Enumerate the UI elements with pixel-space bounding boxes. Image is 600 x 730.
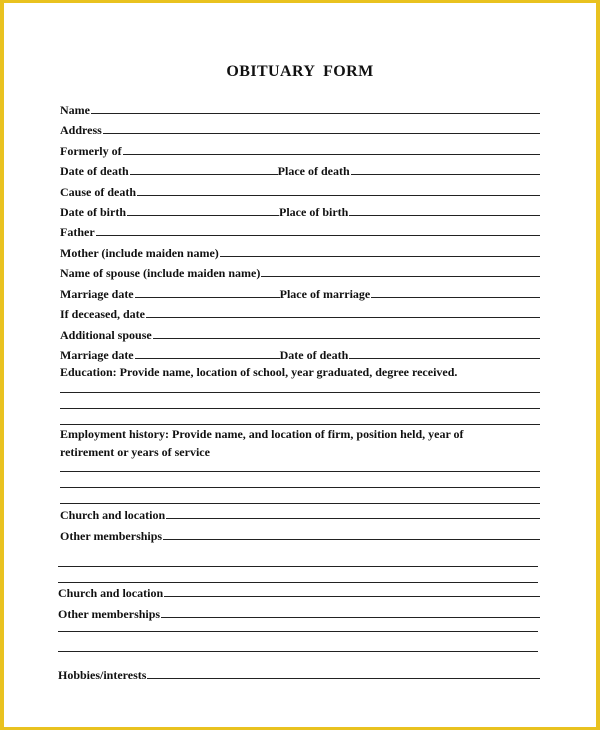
education-line[interactable] [60, 392, 540, 393]
employment-line[interactable] [60, 503, 540, 504]
memberships-2-label: Other memberships [58, 607, 161, 621]
spouse-row [60, 264, 540, 280]
date-of-birth-field[interactable] [127, 214, 279, 216]
memberships-1-field[interactable] [163, 538, 540, 540]
father-label: Father [60, 225, 95, 239]
memberships-1-row [60, 527, 540, 543]
church-1-row [60, 506, 540, 522]
marriage-date-2-label: Marriage date [60, 348, 134, 362]
memberships-1-line[interactable] [58, 582, 538, 583]
hobbies-field[interactable] [147, 677, 540, 679]
church-2-label: Church and location [58, 586, 164, 600]
address-label: Address [60, 123, 102, 137]
church-2-field[interactable] [164, 595, 540, 597]
hobbies-row [58, 666, 540, 682]
employment-line[interactable] [60, 487, 540, 488]
name-row [60, 101, 540, 117]
address-field[interactable] [103, 132, 540, 134]
date-of-death-field[interactable] [130, 173, 278, 175]
spouse-label: Name of spouse (include maiden name) [60, 266, 261, 280]
marriage-date-2-field[interactable] [135, 357, 280, 359]
memberships-2-line[interactable] [58, 631, 538, 632]
place-of-marriage-label: Place of marriage [279, 287, 371, 301]
church-1-field[interactable] [166, 517, 540, 519]
date-of-death-2-field[interactable] [349, 357, 540, 359]
marriage-date-field[interactable] [135, 296, 280, 298]
additional-spouse-field[interactable] [153, 337, 540, 339]
cause-of-death-row [60, 183, 540, 199]
employment-line[interactable] [60, 471, 540, 472]
church-1-label: Church and location [60, 508, 166, 522]
if-deceased-field[interactable] [146, 316, 540, 318]
cause-of-death-label: Cause of death [60, 185, 137, 199]
if-deceased-row [60, 305, 540, 321]
cause-of-death-field[interactable] [137, 194, 540, 196]
address-row [60, 121, 540, 137]
mother-label: Mother (include maiden name) [60, 246, 219, 260]
mother-field[interactable] [220, 255, 540, 257]
place-of-birth-label: Place of birth [279, 205, 349, 219]
formerly-of-label: Formerly of [60, 144, 122, 158]
place-of-marriage-field[interactable] [371, 296, 540, 298]
employment-label-line2: retirement or years of service [60, 445, 210, 459]
formerly-of-field[interactable] [123, 153, 540, 155]
father-field[interactable] [96, 234, 540, 236]
marriage-2-row [60, 346, 540, 362]
education-label: Education: Provide name, location of school, year graduated, degree received. [60, 365, 458, 379]
form-title: OBITUARY FORM [226, 63, 374, 80]
hobbies-label: Hobbies/interests [58, 668, 147, 682]
additional-spouse-label: Additional spouse [60, 328, 152, 342]
memberships-2-line[interactable] [58, 651, 538, 652]
memberships-2-row [58, 605, 540, 621]
spouse-field[interactable] [261, 275, 540, 277]
birth-row [60, 203, 540, 219]
form-page [4, 3, 596, 727]
mother-row [60, 244, 540, 260]
memberships-1-label: Other memberships [60, 529, 163, 543]
place-of-birth-field[interactable] [349, 214, 540, 216]
memberships-1-line[interactable] [58, 566, 538, 567]
additional-spouse-row [60, 326, 540, 342]
death-row [60, 162, 540, 178]
place-of-death-field[interactable] [351, 173, 540, 175]
formerly-of-row [60, 142, 540, 158]
name-field[interactable] [91, 112, 540, 114]
marriage-date-label: Marriage date [60, 287, 134, 301]
employment-label-line1: Employment history: Provide name, and location of firm, position held, year of [60, 427, 464, 441]
marriage-row [60, 285, 540, 301]
date-of-birth-label: Date of birth [60, 205, 126, 219]
if-deceased-label: If deceased, date [60, 307, 145, 321]
date-of-death-label: Date of death [60, 164, 129, 178]
father-row [60, 223, 540, 239]
name-label: Name [60, 103, 90, 117]
place-of-death-label: Place of death [277, 164, 350, 178]
memberships-2-field[interactable] [161, 616, 540, 618]
date-of-death-2-label: Date of death [279, 348, 349, 362]
church-2-row [58, 584, 540, 600]
education-line[interactable] [60, 408, 540, 409]
